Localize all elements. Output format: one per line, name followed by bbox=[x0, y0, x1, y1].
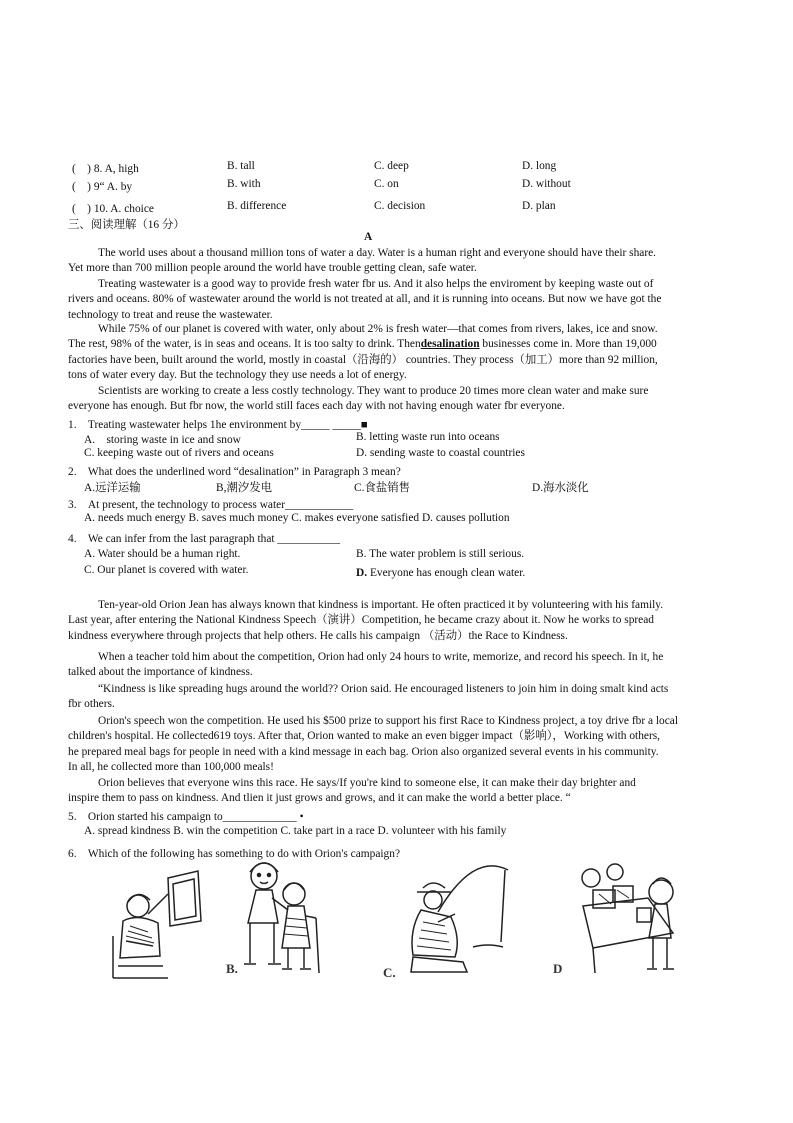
cloze-option: B. difference bbox=[227, 200, 287, 212]
text-line: kindness everywhere through projects that help others. He calls his campaign （活动）the Race to Kindness. bbox=[68, 629, 568, 642]
cloze-option: B. tall bbox=[227, 160, 255, 172]
text-line: inspire them to pass on kindness. And tlien it just grows and grows, and it can make the world a better place. “ bbox=[68, 792, 571, 805]
picture-a-patient-in-bed bbox=[108, 866, 208, 981]
text-line: Orion's speech won the competition. He used his $500 prize to support his first Race to Kindness project, a toy drive fbr a local bbox=[98, 715, 678, 727]
text-line: rivers and oceans. 80% of wastewater around the world is not treated at all, and it is running into oceans. But now we have got the bbox=[68, 293, 662, 306]
cloze-option: C. decision bbox=[374, 200, 426, 212]
cloze-option: C. deep bbox=[374, 160, 409, 172]
text-line: Orion believes that everyone wins this race. He says/If you're kind to someone else, it can make their day brighter and bbox=[98, 777, 636, 789]
underlined-word: desalination bbox=[420, 338, 480, 351]
question-3: 3. At present, the technology to process water____________ bbox=[68, 499, 354, 511]
question-4: 4. We can infer from the last paragraph that ___________ bbox=[68, 533, 341, 545]
cloze-option: C. on bbox=[374, 178, 399, 190]
text-line: Yet more than 700 million people around the world have trouble getting clean, safe water. bbox=[68, 262, 477, 275]
cloze-question: ( ) 8. A, high bbox=[72, 163, 139, 175]
text-line: technology to treat and reuse the wastewater. bbox=[68, 308, 273, 321]
question-2: 2. What does the underlined word “desalination” in Paragraph 3 mean? bbox=[68, 466, 401, 478]
text-line: factories have been, built around the world, mostly in coastal（沿海的） countries. They process（加工）more than 92 million, bbox=[68, 353, 658, 366]
option: C. Our planet is covered with water. bbox=[84, 564, 249, 576]
option: B. letting waste run into oceans bbox=[356, 431, 500, 443]
option: D. sending waste to coastal countries bbox=[356, 447, 525, 459]
options-line: A. spread kindness B. win the competition C. take part in a race D. volunteer with his family bbox=[84, 825, 507, 837]
option: A. Water should be a human right. bbox=[84, 548, 241, 560]
passage-a-paragraph-4 bbox=[68, 384, 736, 415]
text-line: fbr others. bbox=[68, 698, 115, 711]
cloze-option: D. plan bbox=[522, 200, 556, 212]
passage-b-paragraph-5 bbox=[68, 776, 736, 807]
option: B,潮汐发电 bbox=[216, 482, 273, 494]
text-line: he prepared meal bags for people in need with a kind message in each bag. Orion also organized several events in his community. bbox=[68, 745, 659, 758]
text-line: Scientists are working to create a less costly technology. They want to produce 20 times more clean water and make sure bbox=[98, 385, 649, 397]
passage-a-paragraph-2 bbox=[68, 277, 736, 323]
picture-label: D bbox=[553, 961, 563, 976]
text-line: children's hospital. He collected619 toys. After that, Orion wanted to make an even bigger impact（影响），Working with others, bbox=[68, 730, 661, 743]
section-title: 三、阅读理解（16 分） bbox=[68, 219, 185, 231]
cloze-option: B. with bbox=[227, 178, 261, 190]
picture-b-girl-helping-elderly bbox=[226, 858, 331, 978]
cloze-question: ( ) 9“ A. by bbox=[72, 181, 133, 193]
passage-label: A bbox=[364, 231, 373, 243]
cloze-option: D. without bbox=[522, 178, 571, 190]
text-line: everyone has enough. But fbr now, the world still faces each day with not having enough water fbr everyone. bbox=[68, 400, 565, 413]
cloze-question: ( ) 10. A. choice bbox=[72, 203, 154, 215]
question-1: 1. Treating wastewater helps 1he environment by_____ _____■ bbox=[68, 419, 368, 431]
option-letter: D. bbox=[356, 567, 368, 579]
option bbox=[356, 567, 525, 579]
question-5: 5. Orion started his campaign to_____________ • bbox=[68, 811, 304, 823]
passage-a-paragraph-3 bbox=[68, 322, 736, 384]
option: D.海水淡化 bbox=[532, 482, 589, 494]
option: A. storing waste in ice and snow bbox=[84, 434, 241, 446]
text-line: Treating wastewater is a good way to provide fresh water fbr us. And it also helps the enviroment by keeping waste out of bbox=[98, 278, 654, 290]
text-segment: businesses come in. More than 19,000 bbox=[479, 338, 657, 351]
question-6: 6. Which of the following has something to do with Orion's campaign? bbox=[68, 848, 401, 860]
picture-c-person-fishing bbox=[383, 862, 513, 982]
passage-b-paragraph-4 bbox=[68, 714, 736, 776]
option: C. keeping waste out of rivers and oceans bbox=[84, 447, 274, 459]
passage-b-paragraph-1 bbox=[68, 598, 736, 644]
options-line: A. needs much energy B. saves much money C. makes everyone satisfied D. causes pollution bbox=[84, 512, 510, 524]
picture-label: C. bbox=[383, 965, 396, 980]
passage-a-paragraph-1 bbox=[68, 246, 736, 277]
text-line: The world uses about a thousand million tons of water a day. Water is a human right and everyone should have their share. bbox=[98, 247, 657, 259]
text-line: In all, he collected more than 100,000 meals! bbox=[68, 761, 274, 774]
option-text: Everyone has enough clean water. bbox=[369, 567, 526, 579]
cloze-option: D. long bbox=[522, 160, 557, 172]
text-line bbox=[68, 337, 736, 352]
text-line: While 75% of our planet is covered with water, only about 2% is fresh water—that comes from rivers, lakes, ice and snow. bbox=[98, 323, 658, 335]
option: C.食盐销售 bbox=[354, 482, 411, 494]
option: B. The water problem is still serious. bbox=[356, 548, 525, 560]
option: A.远洋运输 bbox=[84, 482, 141, 494]
text-line: tons of water every day. But the technology they use needs a lot of energy. bbox=[68, 369, 407, 382]
text-line: Last year, after entering the National Kindness Speech（演讲）Competition, he became crazy about it. Now he works to spread bbox=[68, 614, 654, 627]
text-segment: The rest, 98% of the water, is in seas and oceans. It is too salty to drink. Then bbox=[68, 338, 421, 351]
passage-b-paragraph-3 bbox=[68, 682, 736, 713]
text-line: talked about the importance of kindness. bbox=[68, 666, 253, 679]
picture-d-kids-with-packages bbox=[553, 858, 688, 978]
text-line: Ten-year-old Orion Jean has always known that kindness is important. He often practiced it by volunteering with his family. bbox=[98, 599, 664, 611]
text-line: “Kindness is like spreading hugs around the world?? Orion said. He encouraged listeners to join him in doing smalt kind acts bbox=[98, 683, 669, 695]
text-line: When a teacher told him about the competition, Orion had only 24 hours to write, memorize, and record his speech. In it, he bbox=[98, 651, 664, 663]
passage-b-paragraph-2 bbox=[68, 650, 736, 681]
picture-label: B. bbox=[226, 961, 238, 976]
